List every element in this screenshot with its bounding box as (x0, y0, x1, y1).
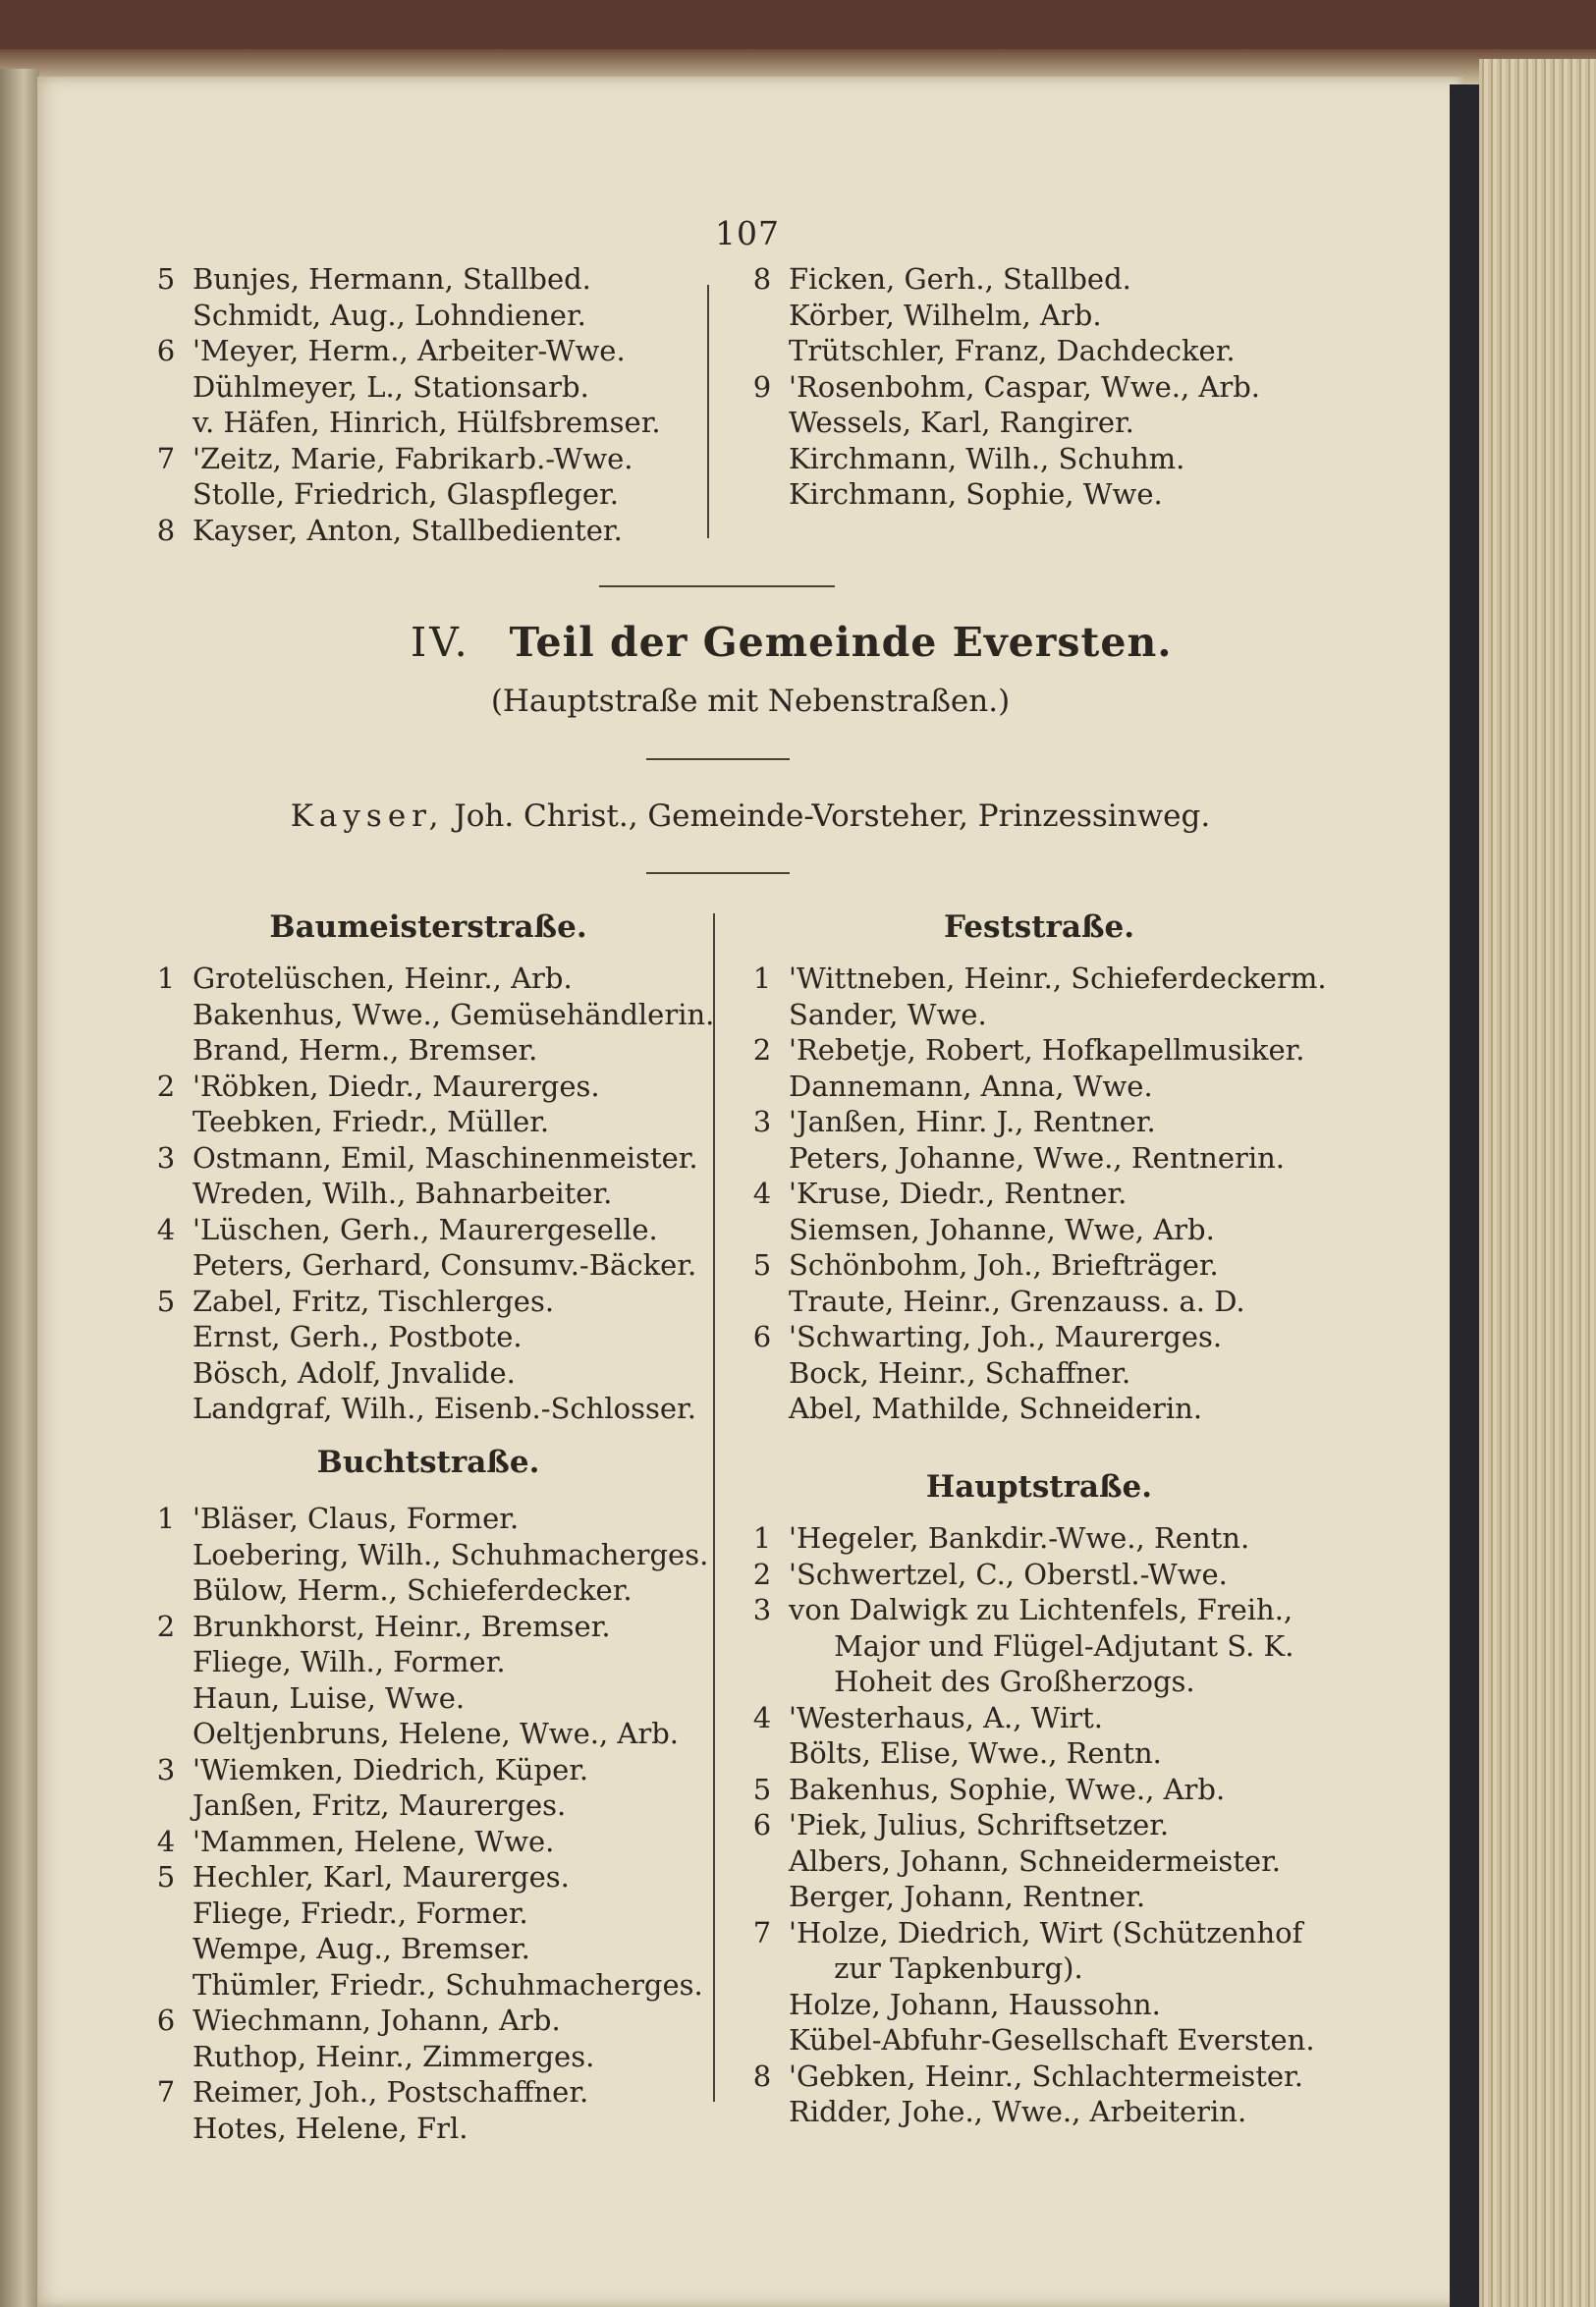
top-left-column (153, 261, 661, 548)
resident-entry: Ostmann, Emil, Maschinenmeister. (193, 1140, 698, 1175)
resident-entry: Peters, Gerhard, Consumv.-Bäcker. (193, 1248, 697, 1282)
resident-entry: 'Piek, Julius, Schriftsetzer. (789, 1808, 1170, 1841)
house-number: 5 (752, 1772, 772, 1806)
resident-entry: Zabel, Fritz, Tischlerges. (193, 1284, 555, 1318)
main-column-divider (713, 913, 715, 2102)
list-item (749, 261, 1260, 298)
list-item (749, 369, 1260, 406)
resident-entry: Bunjes, Hermann, Stallbed. (193, 262, 591, 296)
list-item (749, 2094, 1315, 2130)
list-item (749, 1032, 1327, 1069)
list-item (153, 1859, 708, 1895)
list-item (153, 2074, 708, 2111)
list-item (153, 298, 661, 334)
house-number: 1 (156, 1502, 176, 1535)
list-item (749, 1950, 1315, 1987)
house-number: 1 (752, 961, 772, 995)
left-page-edge (0, 69, 39, 2307)
list-item (153, 1069, 714, 1105)
resident-entry: Reimer, Joh., Postschaffner. (193, 2075, 589, 2109)
book-page (37, 77, 1463, 2307)
resident-entry: 'Janßen, Hinr. J., Rentner. (789, 1105, 1156, 1138)
section-title: Teil der Gemeinde Eversten. (509, 619, 1173, 666)
resident-entry: Bösch, Adolf, Jnvalide. (193, 1355, 516, 1390)
top-right-column (749, 261, 1260, 513)
resident-entry: Holze, Johann, Haussohn. (789, 1987, 1161, 2021)
list-item (749, 1628, 1315, 1665)
list-item (153, 1752, 708, 1788)
resident-entry: zur Tapkenburg). (789, 1951, 1083, 1985)
list-item (749, 476, 1260, 513)
list-item (153, 1680, 708, 1717)
list-item (749, 1355, 1327, 1392)
list-item (153, 1501, 708, 1537)
street-heading-baumeisterstrasse: Baumeisterstraße. (269, 909, 587, 945)
resident-entry: Major und Flügel-Adjutant S. K. (789, 1628, 1294, 1663)
gemeinde-vorsteher-line (37, 798, 1463, 834)
resident-entry: Ridder, Johe., Wwe., Arbeiterin. (789, 2095, 1247, 2128)
list-item (749, 1807, 1315, 1843)
resident-entry: Kübel-Abfuhr-Gesellschaft Eversten. (789, 2023, 1315, 2057)
street-heading-buchtstrasse: Buchtstraße. (316, 1445, 540, 1480)
resident-entry: 'Bläser, Claus, Former. (193, 1502, 520, 1535)
resident-entry: Wiechmann, Johann, Arb. (193, 2004, 561, 2037)
house-number: 5 (156, 1860, 176, 1894)
resident-entry: Janßen, Fritz, Maurerges. (193, 1788, 567, 1822)
list-item (153, 1104, 714, 1140)
resident-entry: 'Kruse, Diedr., Rentner. (789, 1177, 1128, 1210)
list-item (153, 1644, 708, 1680)
list-item (153, 261, 661, 298)
list-item (153, 1212, 714, 1248)
house-number: 2 (156, 1069, 176, 1103)
resident-entry: Abel, Mathilde, Schneiderin. (789, 1392, 1203, 1425)
resident-entry: Körber, Wilhelm, Arb. (789, 298, 1102, 332)
resident-entry: Teebken, Friedr., Müller. (193, 1105, 550, 1138)
list-item (153, 1319, 714, 1355)
list-item (749, 1069, 1327, 1105)
list-item (749, 1735, 1315, 1772)
resident-entry: Ficken, Gerh., Stallbed. (789, 262, 1131, 296)
list-item (749, 1176, 1327, 1212)
house-number: 8 (752, 262, 772, 296)
section-rule-middle (646, 758, 790, 760)
resident-entry: 'Wiemken, Diedrich, Küper. (193, 1752, 589, 1786)
list-item (749, 1284, 1327, 1320)
resident-entry: Thümler, Friedr., Schuhmacherges. (193, 1967, 703, 2002)
resident-entry: 'Lüschen, Gerh., Maurergeselle. (193, 1212, 658, 1246)
house-number: 6 (752, 1808, 772, 1841)
list-item (153, 1176, 714, 1212)
list-item (749, 2022, 1315, 2059)
list-item (153, 1895, 708, 1932)
resident-entry: Bakenhus, Wwe., Gemüsehändlerin. (193, 997, 715, 1031)
resident-entry: Fliege, Friedr., Former. (193, 1895, 528, 1930)
resident-entry: Traute, Heinr., Grenzauss. a. D. (789, 1284, 1245, 1318)
resident-entry: Trütschler, Franz, Dachdecker. (789, 334, 1236, 367)
house-number: 2 (156, 1609, 176, 1643)
list-item (749, 1104, 1327, 1140)
list-item (153, 1284, 714, 1320)
resident-entry: 'Meyer, Herm., Arbeiter-Wwe. (193, 334, 626, 367)
list-item (749, 1664, 1315, 1700)
list-item (153, 1716, 708, 1752)
list-item (153, 1572, 708, 1609)
resident-entry: Wreden, Wilh., Bahnarbeiter. (193, 1177, 613, 1210)
resident-entry: 'Schwertzel, C., Oberstl.-Wwe. (789, 1557, 1228, 1591)
section-subtitle: (Hauptstraße mit Nebenstraßen.) (490, 684, 1011, 719)
resident-entry: 'Hegeler, Bankdir.-Wwe., Rentn. (789, 1521, 1250, 1555)
resident-entry: Brunkhorst, Heinr., Bremser. (193, 1609, 611, 1643)
list-item (153, 1609, 708, 1645)
resident-entry: Bölts, Elise, Wwe., Rentn. (789, 1736, 1162, 1770)
list-item (749, 1987, 1315, 2023)
list-item (153, 1032, 714, 1069)
house-number: 3 (156, 1752, 176, 1786)
resident-entry: Kirchmann, Wilh., Schuhm. (789, 441, 1185, 475)
resident-entry: Kirchmann, Sophie, Wwe. (789, 477, 1163, 511)
dark-page-edge (1450, 84, 1479, 2307)
resident-entry: Landgraf, Wilh., Eisenb.-Schlosser. (193, 1392, 696, 1425)
resident-entry: 'Rosenbohm, Caspar, Wwe., Arb. (789, 369, 1260, 404)
list-item (153, 1931, 708, 1967)
list-item (749, 1592, 1315, 1628)
resident-entry: Grotelüschen, Heinr., Arb. (193, 961, 573, 995)
list-item (153, 961, 714, 997)
resident-entry: 'Wittneben, Heinr., Schieferdeckerm. (789, 961, 1327, 995)
feststrasse-list (749, 961, 1327, 1427)
list-item (749, 2059, 1315, 2095)
resident-entry: Berger, Johann, Rentner. (789, 1880, 1146, 1913)
list-item (749, 997, 1327, 1033)
list-item (153, 1787, 708, 1824)
house-number: 4 (752, 1700, 772, 1734)
section-roman-numeral: IV. (411, 619, 470, 666)
house-number: 1 (156, 961, 176, 995)
hauptstrasse-list (749, 1520, 1315, 2130)
top-column-divider (707, 285, 709, 538)
resident-entry: 'Zeitz, Marie, Fabrikarb.-Wwe. (193, 441, 633, 475)
list-item (749, 1391, 1327, 1427)
resident-entry: Brand, Herm., Bremser. (193, 1033, 538, 1067)
house-number: 6 (156, 2004, 176, 2037)
resident-entry: 'Mammen, Helene, Wwe. (193, 1824, 555, 1858)
book-fore-edge (1479, 59, 1596, 2307)
resident-entry: Bakenhus, Sophie, Wwe., Arb. (789, 1772, 1226, 1806)
resident-entry: Dühlmeyer, L., Stationsarb. (193, 369, 589, 404)
resident-entry: Bülow, Herm., Schieferdecker. (193, 1573, 633, 1607)
house-number: 7 (156, 2075, 176, 2109)
list-item (749, 1247, 1327, 1284)
resident-entry: Stolle, Friedrich, Glaspfleger. (193, 477, 619, 511)
list-item (153, 333, 661, 369)
house-number: 6 (156, 334, 176, 367)
list-item (749, 1140, 1327, 1177)
list-item (153, 2039, 708, 2075)
house-number: 2 (752, 1033, 772, 1067)
house-number: 8 (752, 2059, 772, 2093)
list-item (153, 1537, 708, 1573)
list-item (749, 405, 1260, 441)
list-item (153, 1140, 714, 1177)
list-item (749, 1557, 1315, 1593)
house-number: 7 (752, 1915, 772, 1950)
house-number: 4 (156, 1824, 176, 1858)
house-number: 4 (752, 1177, 772, 1210)
house-number: 6 (752, 1320, 772, 1353)
resident-entry: Albers, Johann, Schneidermeister. (789, 1843, 1281, 1878)
list-item (153, 513, 661, 549)
house-number: 9 (752, 369, 772, 404)
vorsteher-details: Joh. Christ., Gemeinde-Vorsteher, Prinzessinweg. (444, 798, 1211, 834)
house-number: 5 (156, 262, 176, 296)
list-item (153, 1247, 714, 1284)
resident-entry: Oeltjenbruns, Helene, Wwe., Arb. (193, 1717, 679, 1750)
list-item (749, 298, 1260, 334)
list-item (749, 1772, 1315, 1808)
house-number: 3 (156, 1140, 176, 1175)
list-item (153, 1824, 708, 1860)
list-item (749, 961, 1327, 997)
resident-entry: Schönbohm, Joh., Briefträger. (789, 1248, 1219, 1282)
section-rule-bottom (646, 872, 790, 874)
resident-entry: Siemsen, Johanne, Wwe, Arb. (789, 1212, 1215, 1246)
resident-entry: 'Gebken, Heinr., Schlachtermeister. (789, 2059, 1303, 2093)
list-item (749, 1212, 1327, 1248)
list-item (153, 1355, 714, 1392)
list-item (153, 2111, 708, 2147)
house-number: 7 (156, 441, 176, 475)
list-item (749, 1700, 1315, 1736)
resident-entry: Bock, Heinr., Schaffner. (789, 1355, 1131, 1390)
resident-entry: Peters, Johanne, Wwe., Rentnerin. (789, 1140, 1286, 1175)
resident-entry: Hotes, Helene, Frl. (193, 2111, 468, 2145)
resident-entry: Fliege, Wilh., Former. (193, 1645, 506, 1678)
resident-entry: 'Rebetje, Robert, Hofkapellmusiker. (789, 1033, 1305, 1067)
resident-entry: Hoheit des Großherzogs. (789, 1665, 1195, 1698)
resident-entry: Wessels, Karl, Rangirer. (789, 406, 1134, 439)
house-number: 1 (752, 1521, 772, 1555)
resident-entry: von Dalwigk zu Lichtenfels, Freih., (789, 1593, 1293, 1626)
resident-entry: 'Holze, Diedrich, Wirt (Schützenhof (789, 1915, 1303, 1950)
resident-entry: Dannemann, Anna, Wwe. (789, 1069, 1153, 1103)
resident-entry: Wempe, Aug., Bremser. (193, 1932, 530, 1965)
list-item (749, 333, 1260, 369)
house-number: 3 (752, 1105, 772, 1138)
buchtstrasse-list (153, 1501, 708, 2146)
section-rule-top (599, 585, 835, 587)
vorsteher-name: Kayser, (290, 798, 445, 834)
house-number: 8 (156, 513, 176, 547)
list-item (749, 441, 1260, 477)
section-heading (411, 619, 1173, 666)
street-heading-feststrasse: Feststraße. (943, 909, 1135, 945)
list-item (153, 441, 661, 477)
resident-entry: 'Röbken, Diedr., Maurerges. (193, 1069, 600, 1103)
resident-entry: Hechler, Karl, Maurerges. (193, 1860, 570, 1894)
resident-entry: 'Schwarting, Joh., Maurerges. (789, 1320, 1223, 1353)
house-number: 5 (752, 1248, 772, 1282)
resident-entry: Sander, Wwe. (789, 997, 987, 1031)
list-item (749, 1319, 1327, 1355)
list-item (749, 1915, 1315, 1951)
list-item (749, 1879, 1315, 1915)
resident-entry: Schmidt, Aug., Lohndiener. (193, 298, 586, 332)
house-number: 3 (752, 1593, 772, 1626)
house-number: 2 (752, 1557, 772, 1591)
list-item (153, 1391, 714, 1427)
list-item (153, 997, 714, 1033)
list-item (749, 1520, 1315, 1557)
list-item (749, 1843, 1315, 1880)
resident-entry: Kayser, Anton, Stallbedienter. (193, 513, 623, 547)
resident-entry: 'Westerhaus, A., Wirt. (789, 1700, 1104, 1734)
resident-entry: Haun, Luise, Wwe. (193, 1680, 466, 1715)
baumeisterstrasse-list (153, 961, 714, 1427)
page-number: 107 (715, 214, 780, 252)
resident-entry: Ernst, Gerh., Postbote. (193, 1320, 523, 1353)
resident-entry: Ruthop, Heinr., Zimmerges. (193, 2039, 595, 2073)
list-item (153, 369, 661, 406)
list-item (153, 1967, 708, 2004)
resident-entry: Loebering, Wilh., Schuhmacherges. (193, 1537, 709, 1571)
list-item (153, 476, 661, 513)
house-number: 5 (156, 1284, 176, 1318)
street-heading-hauptstrasse: Hauptstraße. (925, 1469, 1153, 1505)
resident-entry: v. Häfen, Hinrich, Hülfsbremser. (193, 406, 661, 439)
list-item (153, 2003, 708, 2039)
house-number: 4 (156, 1212, 176, 1246)
list-item (153, 405, 661, 441)
